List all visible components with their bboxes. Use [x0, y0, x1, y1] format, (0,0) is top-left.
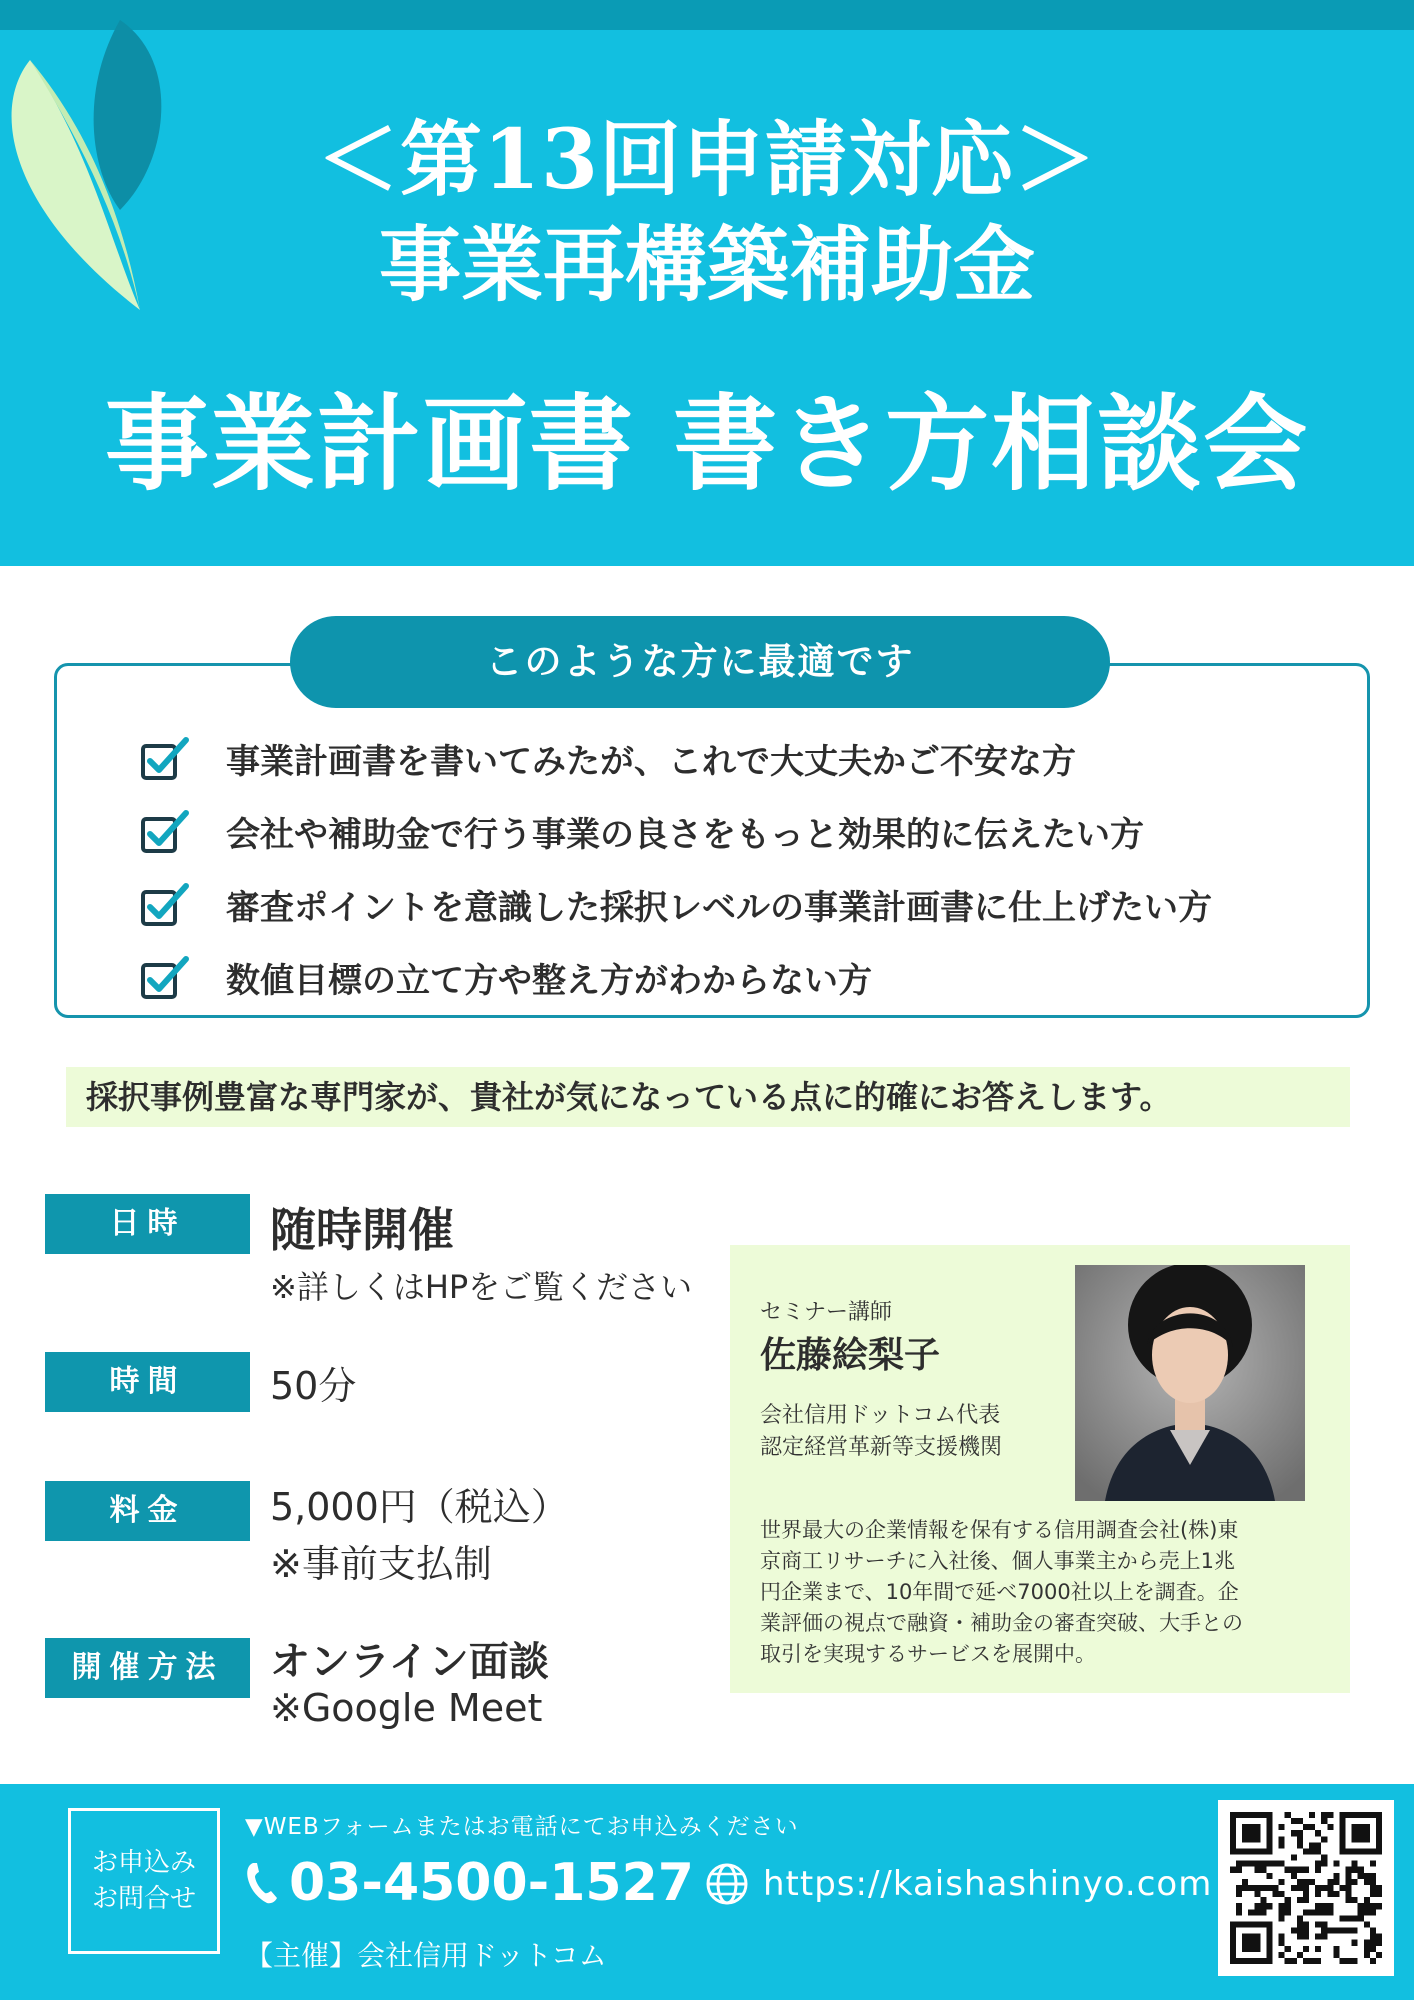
- title-subsidy: 事業再構築補助金: [378, 217, 1035, 313]
- header-top-band: [0, 0, 1414, 30]
- instructor-card: [730, 1245, 1350, 1693]
- target-list: [140, 722, 1340, 1014]
- website-url[interactable]: https://kaishashinyo.com: [763, 1864, 1213, 1904]
- bio-line: 円企業まで、10年間で延べ7000社以上を調査。企: [760, 1580, 1239, 1604]
- label-time: 時間: [45, 1352, 250, 1412]
- list-item-text: 数値目標の立て方や整え方がわからない方: [226, 961, 872, 1001]
- qr-code[interactable]: [1218, 1800, 1394, 1976]
- list-item: [140, 795, 1340, 868]
- bio-line: 取引を実現するサービスを展開中。: [760, 1642, 1096, 1666]
- phone-contact[interactable]: [245, 1850, 694, 1916]
- checkbox-icon: [140, 734, 192, 784]
- title-session: ＜第13回申請対応＞: [316, 112, 1098, 208]
- label-method: 開催方法: [45, 1638, 250, 1698]
- instructor-bio: [760, 1515, 1320, 1670]
- list-item: [140, 868, 1340, 941]
- phone-icon: [245, 1861, 279, 1905]
- instructor-photo: [1075, 1265, 1305, 1501]
- apply-instructions: ▼WEBフォームまたはお電話にてお申込みください: [245, 1814, 799, 1840]
- bio-line: 業評価の視点で融資・補助金の審査突破、大手との: [760, 1611, 1243, 1635]
- list-item-text: 会社や補助金で行う事業の良さをもっと効果的に伝えたい方: [226, 815, 1144, 855]
- checkbox-icon: [140, 807, 192, 857]
- note-method: ※Google Meet: [270, 1686, 543, 1730]
- value-fee: 5,000円（税込）: [270, 1485, 569, 1529]
- header-banner: [0, 0, 1414, 566]
- footer: [0, 1784, 1414, 2000]
- value-date: 随時開催: [270, 1203, 454, 1257]
- value-method: オンライン面談: [270, 1639, 549, 1685]
- value-time: 50分: [270, 1364, 357, 1408]
- website-link[interactable]: [705, 1854, 1212, 1914]
- apply-label: お申込み: [91, 1848, 196, 1878]
- expert-banner: 採択事例豊富な専門家が、貴社が気になっている点に的確にお答えします。: [66, 1067, 1350, 1127]
- target-heading: このような方に最適です: [290, 616, 1110, 708]
- checkbox-icon: [140, 880, 192, 930]
- qr-code-icon: [1230, 1812, 1382, 1964]
- list-item-text: 審査ポイントを意識した採択レベルの事業計画書に仕上げたい方: [226, 888, 1212, 928]
- label-date: 日時: [45, 1194, 250, 1254]
- bio-line: 世界最大の企業情報を保有する信用調査会社(株)東: [760, 1518, 1239, 1542]
- list-item: [140, 722, 1340, 795]
- page-title: 事業計画書 書き方相談会: [104, 382, 1310, 505]
- instructor-certification: 認定経営革新等支援機関: [760, 1435, 1003, 1460]
- note-date: ※詳しくはHPをご覧ください: [270, 1268, 693, 1306]
- globe-icon: [705, 1862, 749, 1906]
- phone-number[interactable]: 03-4500-1527: [289, 1853, 694, 1913]
- contact-label: お問合せ: [91, 1884, 196, 1914]
- instructor-role: セミナー講師: [760, 1300, 893, 1325]
- organizer: 【主催】会社信用ドットコム: [245, 1939, 607, 1972]
- list-item-text: 事業計画書を書いてみたが、これで大丈夫かご不安な方: [226, 742, 1076, 782]
- instructor-title: 会社信用ドットコム代表: [760, 1403, 1001, 1428]
- label-fee: 料金: [45, 1481, 250, 1541]
- list-item: [140, 941, 1340, 1014]
- checkbox-icon: [140, 953, 192, 1003]
- apply-contact-badge: [68, 1808, 220, 1954]
- instructor-name: 佐藤絵梨子: [760, 1335, 941, 1376]
- note-fee: ※事前支払制: [270, 1542, 492, 1586]
- bio-line: 京商工リサーチに入社後、個人事業主から売上1兆: [760, 1549, 1235, 1573]
